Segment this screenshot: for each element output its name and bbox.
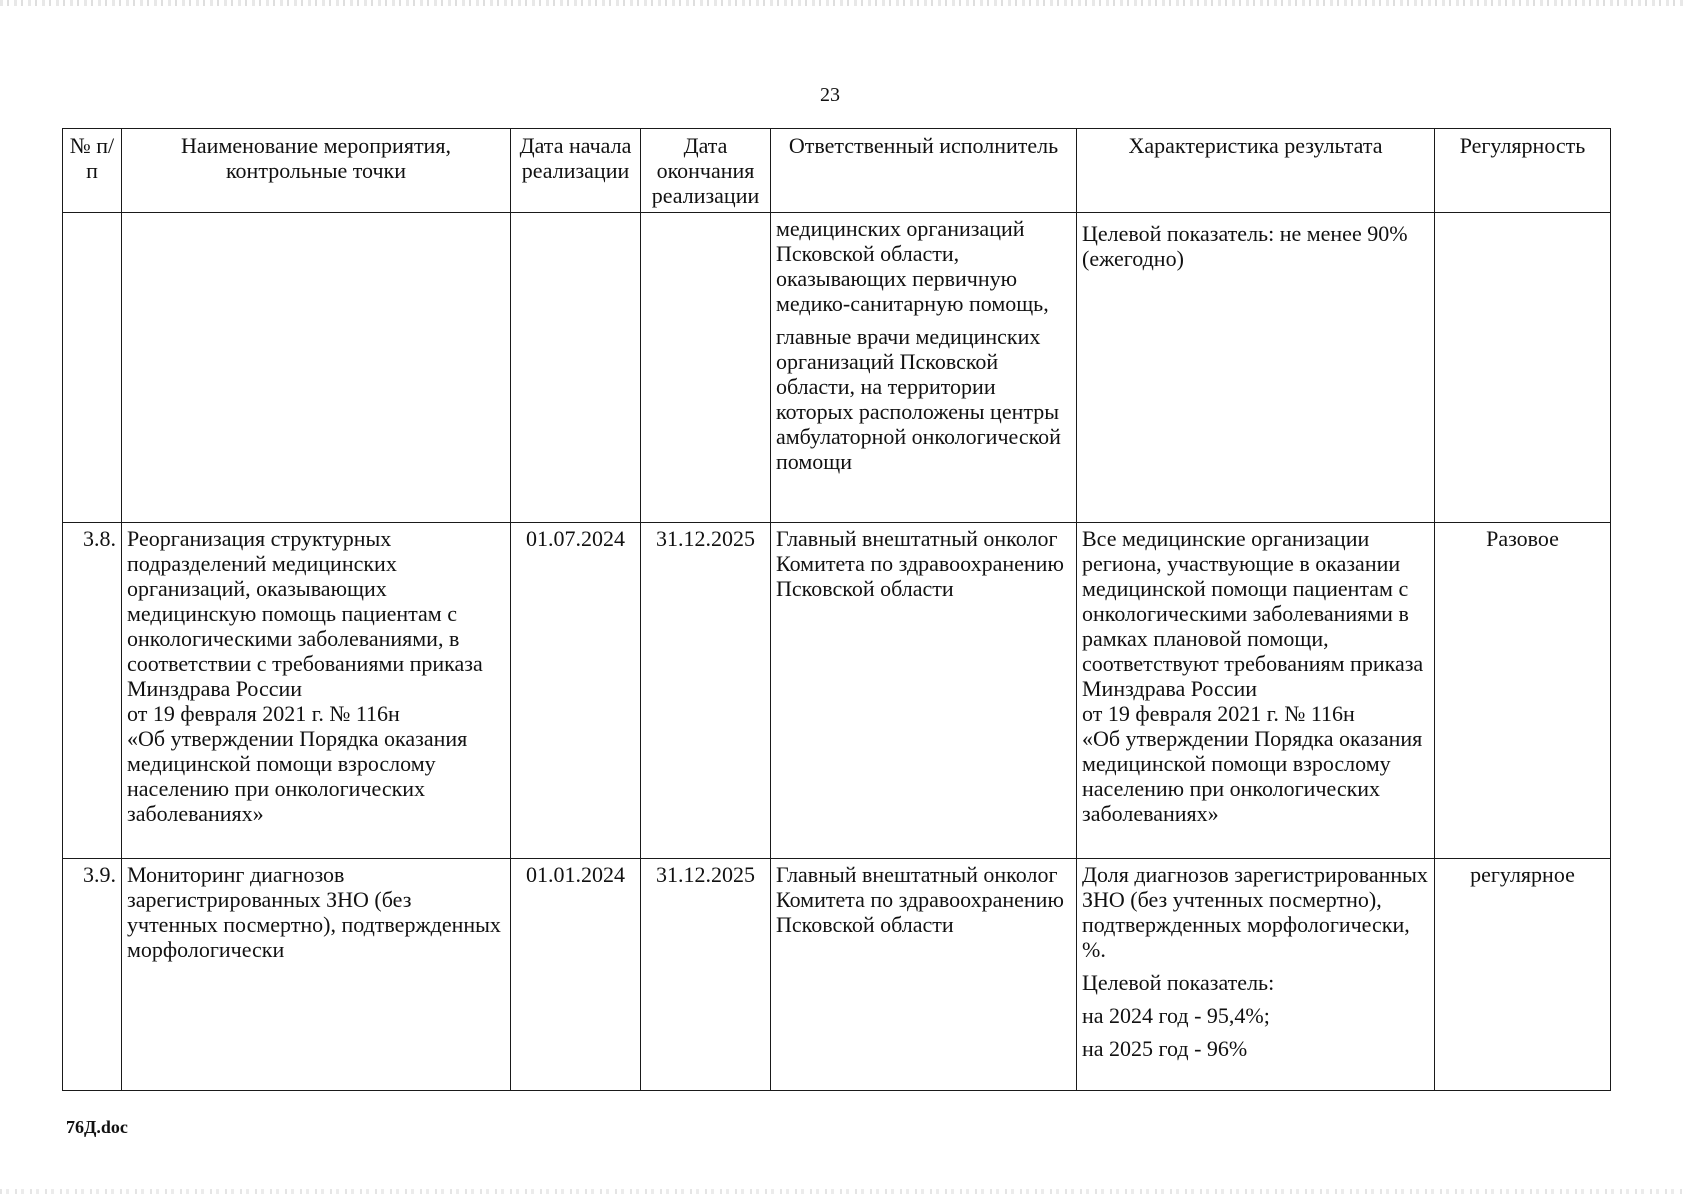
name-paragraph: от 19 февраля 2021 г. № 116н: [127, 701, 400, 726]
result-paragraph: на 2025 год - 96%: [1082, 1036, 1248, 1061]
row-end-date: [641, 213, 771, 523]
result-paragraph: на 2024 год - 95,4%;: [1082, 1003, 1270, 1028]
row-regularity: регулярное: [1435, 859, 1611, 1091]
scan-edge-bottom: [0, 1189, 1686, 1194]
result-paragraph: «Об утверждении Порядка оказания медицинской помощи взрослому населению при онкологических заболеваниях»: [1082, 726, 1423, 826]
result-paragraph: Целевой показатель: не менее 90% (ежегодно): [1082, 221, 1408, 271]
measures-table: [62, 128, 1611, 1091]
scan-edge-top: [0, 0, 1686, 6]
result-paragraph: Все медицинские организации региона, участвующие в оказании медицинской помощи пациентам с онкологическими заболеваниями в рамках плановой помощи, соответствуют требованиям приказа Минздрава России: [1082, 526, 1424, 701]
header-start-date: Дата начала реализации: [511, 129, 641, 213]
result-paragraph: Целевой показатель:: [1082, 970, 1275, 995]
header-responsible: Ответственный исполнитель: [771, 129, 1077, 213]
result-paragraph: от 19 февраля 2021 г. № 116н: [1082, 701, 1355, 726]
row-responsible: [771, 213, 1077, 523]
header-name: Наименование мероприятия, контрольные точки: [122, 129, 511, 213]
header-result: Характеристика результата: [1077, 129, 1435, 213]
name-paragraph: «Об утверждении Порядка оказания медицинской помощи взрослому населению при онкологических заболеваниях»: [127, 726, 468, 826]
row-regularity: [1435, 213, 1611, 523]
row-name: [122, 523, 511, 859]
row-num: [63, 213, 122, 523]
table-row: [63, 213, 1611, 523]
row-num: 3.8.: [63, 523, 122, 859]
row-name: Мониторинг диагнозов зарегистрированных ЗНО (без учтенных посмертно), подтвержденных морфологически: [122, 859, 511, 1091]
header-num: № п/п: [63, 129, 122, 213]
responsible-paragraph: медицинских организаций Псковской области, оказывающих первичную медико-санитарную помощь,: [776, 216, 1049, 316]
row-start-date: 01.07.2024: [511, 523, 641, 859]
page-number: 23: [820, 84, 840, 106]
row-end-date: 31.12.2025: [641, 523, 771, 859]
row-start-date: 01.01.2024: [511, 859, 641, 1091]
row-result: [1077, 859, 1435, 1091]
row-num: 3.9.: [63, 859, 122, 1091]
table-header-row: [63, 129, 1611, 213]
row-name: [122, 213, 511, 523]
row-result: [1077, 523, 1435, 859]
row-result: [1077, 213, 1435, 523]
footer-filename: 76Д.doc: [66, 1117, 128, 1137]
row-responsible: Главный внештатный онколог Комитета по здравоохранению Псковской области: [771, 859, 1077, 1091]
row-start-date: [511, 213, 641, 523]
row-regularity: Разовое: [1435, 523, 1611, 859]
row-end-date: 31.12.2025: [641, 859, 771, 1091]
row-responsible: Главный внештатный онколог Комитета по здравоохранению Псковской области: [771, 523, 1077, 859]
result-paragraph: Доля диагнозов зарегистрированных ЗНО (без учтенных посмертно), подтвержденных морфологически, %.: [1082, 862, 1428, 962]
header-end-date: Дата окончания реализации: [641, 129, 771, 213]
table-row: [63, 859, 1611, 1091]
responsible-paragraph: главные врачи медицинских организаций Псковской области, на территории которых расположены центры амбулаторной онкологической помощи: [776, 324, 1061, 474]
name-paragraph: Реорганизация структурных подразделений медицинских организаций, оказывающих медицинскую помощь пациентам с онкологическими заболеваниями, в соответствии с требованиями приказа Минздрава России: [127, 526, 483, 701]
table-row: [63, 523, 1611, 859]
header-regularity: Регулярность: [1435, 129, 1611, 213]
